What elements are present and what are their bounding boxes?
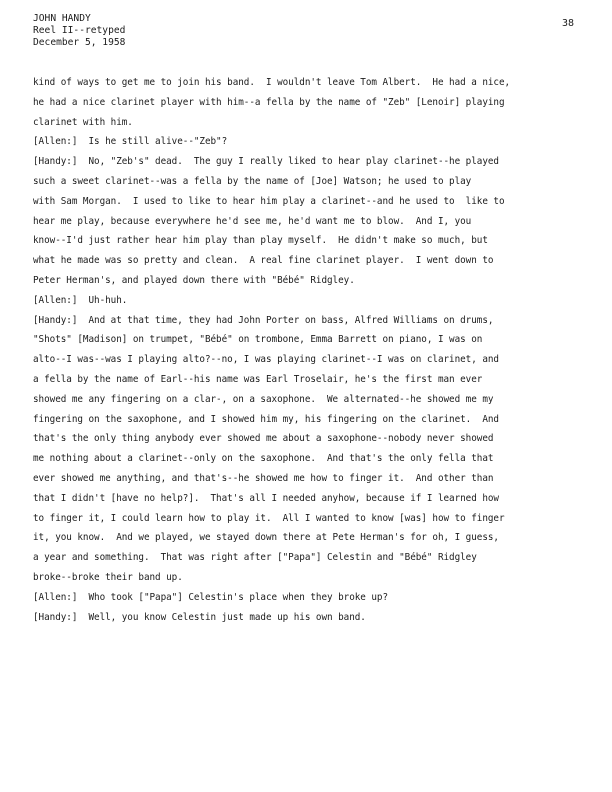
transcript-line: kind of ways to get me to join his band. I wouldn't leave Tom Albert. He had a nice,: [33, 77, 511, 88]
transcript-line: that I didn't [have no help?]. That's all I needed anyhow, because if I learned how: [33, 492, 499, 504]
transcript-line: it, you know. And we played, we stayed down there at Pete Herman's for oh, I guess,: [33, 532, 499, 544]
transcript-line: [Handy:] No, "Zeb's" dead. The guy I really liked to hear play clarinet--he played: [33, 156, 499, 168]
transcript-line: a fella by the name of Earl--his name was Earl Troselair, he's the first man ever: [33, 373, 483, 385]
interview-date: December 5, 1958: [33, 37, 126, 48]
transcript-line: me nothing about a clarinet--only on the saxophone. And that's the only fella that: [33, 453, 494, 465]
transcript-line: clarinet with him.: [33, 116, 133, 128]
transcript-line: fingering on the saxophone, and I showed him my, his fingering on the clarinet. And: [33, 413, 499, 425]
transcript-line: what he made was so pretty and clean. A real fine clarinet player. I went down to: [33, 255, 494, 267]
transcript-line: Peter Herman's, and played down there with "Bébé" Ridgley.: [33, 274, 355, 286]
transcript-line: to finger it, I could learn how to play it. All I wanted to know [was] how to finger: [33, 512, 505, 524]
transcript-line: broke--broke their band up.: [33, 571, 183, 583]
reel-label: Reel II--retyped: [33, 25, 126, 36]
transcript-line: that's the only thing anybody ever showed me about a saxophone--nobody never showed: [33, 433, 494, 445]
interviewee-name: JOHN HANDY: [33, 13, 91, 24]
transcript-line: [Allen:] Uh-huh.: [33, 294, 128, 306]
transcript-line: [Handy:] And at that time, they had John Porter on bass, Alfred Williams on drums,: [33, 314, 494, 326]
transcript-line: with Sam Morgan. I used to like to hear him play a clarinet--and he used to like to: [33, 195, 505, 207]
transcript-line: [Allen:] Who took ["Papa"] Celestin's place when they broke up?: [33, 591, 389, 603]
transcript-line: [Handy:] Well, you know Celestin just made up his own band.: [33, 611, 366, 623]
transcript-line: "Shots" [Madison] on trumpet, "Bébé" on trombone, Emma Barrett on piano, I was on: [33, 334, 483, 346]
transcript-line: know--I'd just rather hear him play than play myself. He didn't make so much, but: [33, 235, 488, 247]
page-header: [33, 13, 125, 49]
transcript-line: [Allen:] Is he still alive--"Zeb"?: [33, 136, 228, 148]
page-number: 38: [562, 18, 575, 29]
transcript-line: showed me any fingering on a clar-, on a saxophone. We alternated--he showed me my: [33, 393, 494, 405]
transcript-body: [33, 73, 593, 627]
transcript-line: he had a nice clarinet player with him--a fella by the name of "Zeb" [Lenoir] playing: [33, 96, 505, 108]
transcript-line: alto--I was--was I playing alto?--no, I was playing clarinet--I was on clarinet, and: [33, 354, 499, 366]
transcript-line: a year and something. That was right after ["Papa"] Celestin and "Bébé" Ridgley: [33, 552, 477, 564]
transcript-line: ever showed me anything, and that's--he showed me how to finger it. And other than: [33, 472, 494, 484]
transcript-line: such a sweet clarinet--was a fella by the name of [Joe] Watson; he used to play: [33, 175, 472, 187]
transcript-line: hear me play, because everywhere he'd see me, he'd want me to blow. And I, you: [33, 215, 472, 227]
